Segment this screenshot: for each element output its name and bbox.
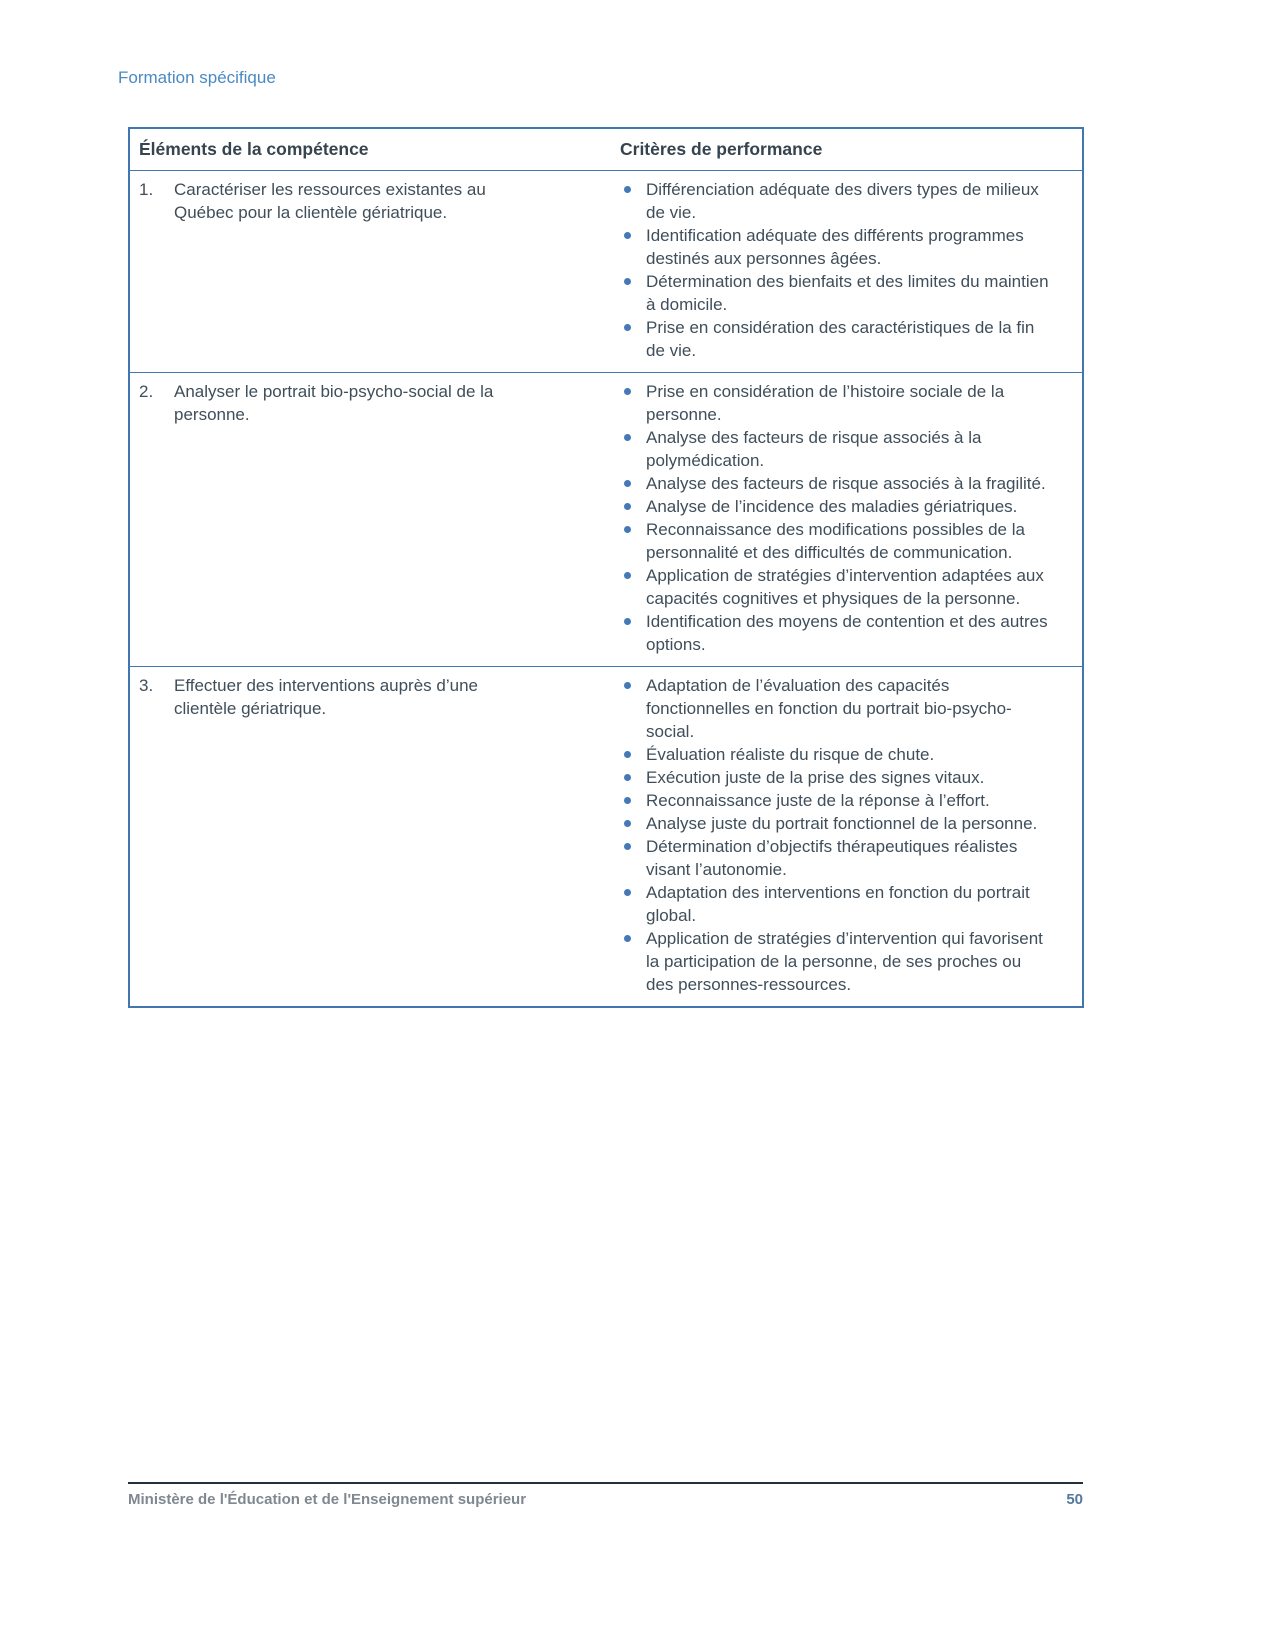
page-number: 50 [1066, 1491, 1083, 1508]
element-text: Effectuer des interventions auprès d’une clientèle gériatrique. [174, 676, 478, 718]
criterion-text: Reconnaissance juste de la réponse à l’effort. [646, 791, 990, 810]
row-number: 1. [139, 180, 154, 199]
criterion-item [611, 178, 1074, 224]
criterion-item [611, 564, 1074, 610]
criterion-text: Application de stratégies d’intervention qui favorisent la participation de la personne, de ses proches ou des personnes-ressources. [646, 929, 1043, 994]
criterion-text: Prise en considération des caractéristiques de la fin de vie. [646, 318, 1035, 360]
criterion-item [611, 224, 1074, 270]
criteria-list [611, 674, 1074, 996]
criterion-item [611, 789, 1074, 812]
element-text: Analyser le portrait bio-psycho-social de la personne. [174, 382, 494, 424]
bullet-icon [624, 324, 631, 331]
criterion-item [611, 674, 1074, 743]
bullet-icon [624, 797, 631, 804]
criterion-item [611, 881, 1074, 927]
criterion-text: Adaptation des interventions en fonction du portrait global. [646, 883, 1030, 925]
footer-ministry-label: Ministère de l'Éducation et de l'Enseignement supérieur [128, 1491, 527, 1508]
bullet-icon [624, 774, 631, 781]
running-header: Formation spécifique [118, 68, 276, 87]
bullet-icon [624, 503, 631, 510]
criterion-item [611, 927, 1074, 996]
criterion-item [611, 835, 1074, 881]
element-cell [129, 667, 611, 1008]
criteria-list [611, 178, 1074, 362]
column-header-elements: Éléments de la compétence [129, 128, 611, 171]
criteria-cell [611, 667, 1083, 1008]
criterion-item [611, 270, 1074, 316]
bullet-icon [624, 480, 631, 487]
criterion-text: Analyse des facteurs de risque associés à la polymédication. [646, 428, 982, 470]
bullet-icon [624, 434, 631, 441]
table-row [129, 373, 1083, 667]
bullet-icon [624, 820, 631, 827]
criterion-item [611, 426, 1074, 472]
criterion-item [611, 380, 1074, 426]
criterion-text: Exécution juste de la prise des signes vitaux. [646, 768, 985, 787]
table-row [129, 171, 1083, 373]
criteria-cell [611, 171, 1083, 373]
element-cell [129, 373, 611, 667]
bullet-icon [624, 618, 631, 625]
criterion-text: Analyse juste du portrait fonctionnel de la personne. [646, 814, 1038, 833]
table-header-row [129, 128, 1083, 171]
criterion-text: Évaluation réaliste du risque de chute. [646, 745, 935, 764]
row-number: 2. [139, 382, 154, 401]
bullet-icon [624, 572, 631, 579]
bullet-icon [624, 843, 631, 850]
criterion-item [611, 316, 1074, 362]
criterion-text: Adaptation de l’évaluation des capacités fonctionnelles en fonction du portrait bio-psycho-social. [646, 676, 1012, 741]
row-number: 3. [139, 676, 154, 695]
criterion-item [611, 495, 1074, 518]
bullet-icon [624, 526, 631, 533]
competence-table [128, 127, 1084, 1008]
bullet-icon [624, 682, 631, 689]
criterion-text: Détermination d’objectifs thérapeutiques réalistes visant l’autonomie. [646, 837, 1018, 879]
criterion-text: Application de stratégies d’intervention adaptées aux capacités cognitives et physiques de la personne. [646, 566, 1044, 608]
page-footer [128, 1482, 1083, 1508]
table-row [129, 667, 1083, 1008]
criterion-item [611, 766, 1074, 789]
bullet-icon [624, 751, 631, 758]
criterion-text: Détermination des bienfaits et des limites du maintien à domicile. [646, 272, 1049, 314]
criterion-item [611, 743, 1074, 766]
bullet-icon [624, 186, 631, 193]
bullet-icon [624, 278, 631, 285]
bullet-icon [624, 388, 631, 395]
criterion-item [611, 518, 1074, 564]
criterion-item [611, 812, 1074, 835]
bullet-icon [624, 889, 631, 896]
element-text: Caractériser les ressources existantes au Québec pour la clientèle gériatrique. [174, 180, 486, 222]
element-cell [129, 171, 611, 373]
criterion-text: Prise en considération de l’histoire sociale de la personne. [646, 382, 1005, 424]
bullet-icon [624, 935, 631, 942]
criterion-text: Identification des moyens de contention et des autres options. [646, 612, 1048, 654]
bullet-icon [624, 232, 631, 239]
criterion-text: Analyse de l’incidence des maladies gériatriques. [646, 497, 1018, 516]
criterion-text: Différenciation adéquate des divers types de milieux de vie. [646, 180, 1039, 222]
criterion-item [611, 472, 1074, 495]
criteria-cell [611, 373, 1083, 667]
criterion-item [611, 610, 1074, 656]
criterion-text: Reconnaissance des modifications possibles de la personnalité et des difficultés de communication. [646, 520, 1025, 562]
criteria-list [611, 380, 1074, 656]
criterion-text: Analyse des facteurs de risque associés à la fragilité. [646, 474, 1046, 493]
criterion-text: Identification adéquate des différents programmes destinés aux personnes âgées. [646, 226, 1024, 268]
column-header-criteres: Critères de performance [611, 128, 1083, 171]
